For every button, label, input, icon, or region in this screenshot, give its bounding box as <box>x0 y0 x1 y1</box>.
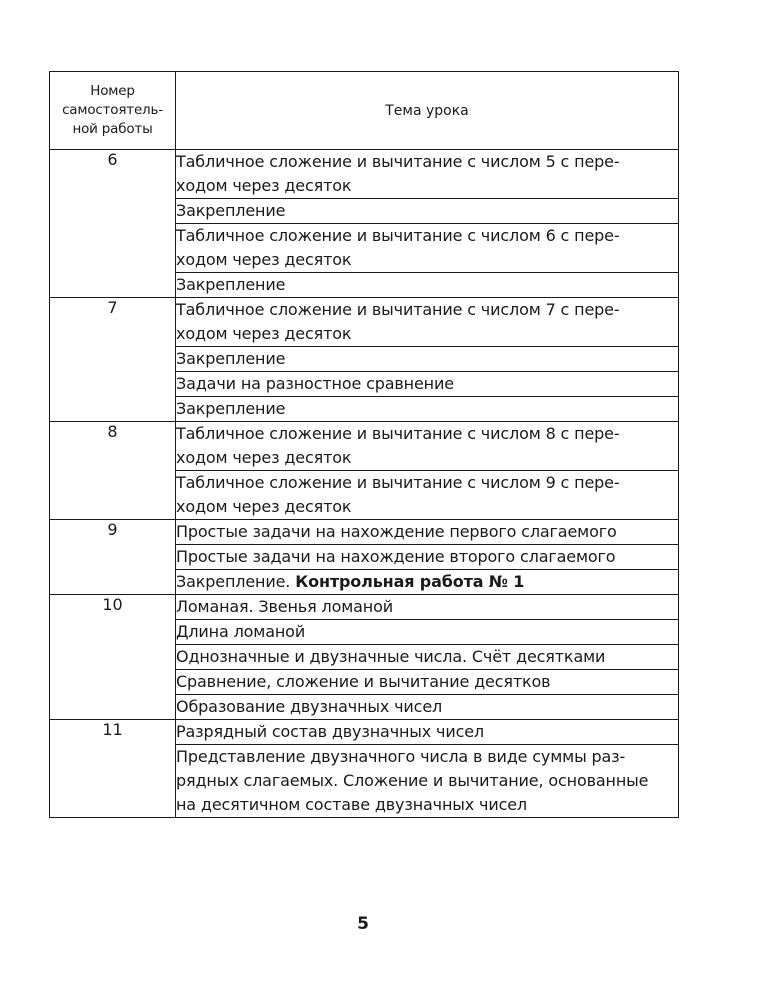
header-topic: Тема урока <box>176 72 679 150</box>
lesson-topic <box>176 150 679 199</box>
lesson-topic <box>176 745 679 818</box>
lesson-topic <box>176 347 679 372</box>
lesson-topic <box>176 397 679 422</box>
table-row <box>50 520 679 545</box>
lesson-topic <box>176 720 679 745</box>
topic-line: Образование двузначных чисел <box>176 697 443 716</box>
table-row <box>50 422 679 471</box>
topic-line: на десятичном составе двузначных чисел <box>176 795 527 814</box>
lesson-topic <box>176 545 679 570</box>
topic-line: Табличное сложение и вычитание с числом 9 с пере- <box>176 473 620 492</box>
topic-line: Задачи на разностное сравнение <box>176 374 454 393</box>
topic-line: ходом через десяток <box>176 448 352 467</box>
topic-line: Табличное сложение и вычитание с числом 5 с пере- <box>176 152 620 171</box>
lesson-topic <box>176 422 679 471</box>
topic-line: Табличное сложение и вычитание с числом 6 с пере- <box>176 226 620 245</box>
lesson-topic <box>176 570 679 595</box>
table-row <box>50 595 679 620</box>
work-number: 7 <box>50 298 176 422</box>
topic-line: ходом через десяток <box>176 176 352 195</box>
topic-bold-text: Контрольная работа № 1 <box>295 572 525 591</box>
lesson-topic <box>176 298 679 347</box>
work-number: 6 <box>50 150 176 298</box>
topic-line: Простые задачи на нахождение второго слагаемого <box>176 547 616 566</box>
topic-line: Сравнение, сложение и вычитание десятков <box>176 672 551 691</box>
topic-line: ходом через десяток <box>176 497 352 516</box>
lesson-topic <box>176 471 679 520</box>
lesson-topic <box>176 273 679 298</box>
table-row <box>50 298 679 347</box>
topic-line: Закрепление <box>176 275 286 294</box>
lesson-topic <box>176 645 679 670</box>
lesson-topic <box>176 620 679 645</box>
lesson-topic <box>176 224 679 273</box>
header-number-line: самостоятель- <box>62 102 163 118</box>
page-number: 5 <box>357 914 369 934</box>
topic-line: Простые задачи на нахождение первого слагаемого <box>176 522 617 541</box>
work-number: 9 <box>50 520 176 595</box>
lessons-body <box>50 150 679 818</box>
topic-line: ходом через десяток <box>176 324 352 343</box>
table-row <box>50 150 679 199</box>
work-number: 10 <box>50 595 176 720</box>
topic-text: Закрепление. <box>176 572 296 591</box>
lessons-table <box>49 71 679 818</box>
topic-line: Длина ломаной <box>176 622 306 641</box>
topic-line: Табличное сложение и вычитание с числом 8 с пере- <box>176 424 620 443</box>
work-number: 8 <box>50 422 176 520</box>
header-number <box>50 72 176 150</box>
topic-line: Закрепление <box>176 201 286 220</box>
lesson-topic <box>176 520 679 545</box>
topic-line: Ломаная. Звенья ломаной <box>176 597 393 616</box>
topic-line: Однозначные и двузначные числа. Счёт десятками <box>176 647 606 666</box>
topic-line: Представление двузначного числа в виде суммы раз- <box>176 747 626 766</box>
topic-line: Табличное сложение и вычитание с числом 7 с пере- <box>176 300 620 319</box>
table-header-row <box>50 72 679 150</box>
topic-line: Разрядный состав двузначных чисел <box>176 722 485 741</box>
topic-line: Закрепление <box>176 399 286 418</box>
lesson-topic <box>176 595 679 620</box>
header-number-line: ной работы <box>72 121 153 137</box>
work-number: 11 <box>50 720 176 818</box>
lesson-topic <box>176 372 679 397</box>
topic-line: Закрепление <box>176 349 286 368</box>
topic-line: ходом через десяток <box>176 250 352 269</box>
topic-line: рядных слагаемых. Сложение и вычитание, основанные <box>176 771 649 790</box>
table-row <box>50 720 679 745</box>
lesson-topic <box>176 695 679 720</box>
header-number-line: Номер <box>90 83 135 99</box>
lesson-topic <box>176 199 679 224</box>
lesson-topic <box>176 670 679 695</box>
